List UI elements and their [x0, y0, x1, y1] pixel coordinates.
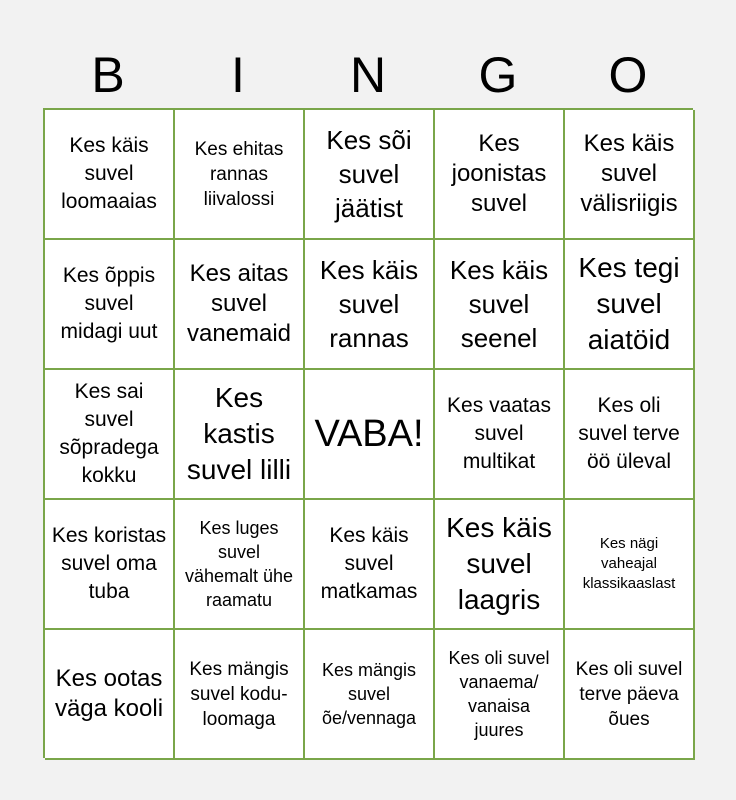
bingo-header: [43, 42, 693, 108]
bingo-cell-r2c4[interactable]: [435, 240, 565, 370]
free-space-label: VABA!: [314, 413, 424, 455]
bingo-cell-r3c1[interactable]: [45, 370, 175, 500]
cell-text: Kes ootas väga kooli: [54, 665, 164, 722]
cell-text: Kes sõi suvel jäätist: [326, 125, 412, 223]
bingo-cell-r4c3[interactable]: [305, 500, 435, 630]
cell-text: Kes ehitas rannas liivalossi: [194, 138, 284, 210]
cell-text: Kes mängis suvel õe/vennaga: [321, 660, 417, 728]
bingo-cell-r5c2[interactable]: [175, 630, 305, 760]
cell-text: Kes õppis suvel midagi uut: [60, 264, 158, 343]
cell-text: Kes sai suvel sõpradega kokku: [59, 380, 159, 487]
header-letter-b: B: [91, 47, 125, 103]
cell-text: Kes tegi suvel aiatöid: [578, 252, 680, 355]
bingo-cell-r4c1[interactable]: [45, 500, 175, 630]
header-letter-g: G: [478, 47, 518, 103]
cell-text: Kes mängis suvel kodu-loomaga: [189, 658, 289, 730]
bingo-cell-r2c3[interactable]: [305, 240, 435, 370]
header-letter-o: O: [608, 47, 648, 103]
bingo-cell-r3c5[interactable]: [565, 370, 695, 500]
bingo-cell-r2c5[interactable]: [565, 240, 695, 370]
header-letter-n: N: [349, 47, 387, 103]
cell-text: Kes nägi vaheajal klassikaaslast: [582, 535, 676, 592]
bingo-cell-r3c2[interactable]: [175, 370, 305, 500]
header-letter-i: I: [231, 47, 245, 103]
bingo-cell-r1c3[interactable]: [305, 110, 435, 240]
cell-text: Kes aitas suvel vanemaid: [186, 260, 292, 347]
cell-text: Kes joonistas suvel: [451, 130, 547, 217]
bingo-cell-r3c3-free[interactable]: [305, 370, 435, 500]
cell-text: Kes koristas suvel oma tuba: [51, 524, 167, 603]
cell-text: Kes luges suvel vähemalt ühe raamatu: [184, 518, 294, 610]
cell-text: Kes käis suvel seenel: [449, 255, 549, 353]
bingo-cell-r1c1[interactable]: [45, 110, 175, 240]
bingo-cell-r4c4[interactable]: [435, 500, 565, 630]
bingo-cell-r5c3[interactable]: [305, 630, 435, 760]
bingo-cell-r2c2[interactable]: [175, 240, 305, 370]
cell-text: Kes vaatas suvel multikat: [447, 394, 551, 473]
bingo-cell-r1c5[interactable]: [565, 110, 695, 240]
bingo-cell-r4c2[interactable]: [175, 500, 305, 630]
bingo-cell-r1c4[interactable]: [435, 110, 565, 240]
cell-text: Kes oli suvel terve öö üleval: [578, 394, 680, 473]
bingo-cell-r5c4[interactable]: [435, 630, 565, 760]
cell-text: Kes käis suvel matkamas: [320, 524, 418, 603]
cell-text: Kes kastis suvel lilli: [186, 382, 292, 485]
cell-text: Kes käis suvel rannas: [319, 255, 419, 353]
cell-text: Kes oli suvel vanaema/ vanaisa juures: [448, 648, 550, 740]
cell-text: Kes oli suvel terve päeva õues: [575, 658, 683, 730]
bingo-cell-r3c4[interactable]: [435, 370, 565, 500]
bingo-cell-r5c5[interactable]: [565, 630, 695, 760]
bingo-cell-r5c1[interactable]: [45, 630, 175, 760]
bingo-cell-r4c5[interactable]: [565, 500, 695, 630]
bingo-grid: [43, 108, 693, 758]
cell-text: Kes käis suvel laagris: [446, 512, 552, 615]
bingo-cell-r1c2[interactable]: [175, 110, 305, 240]
bingo-cell-r2c1[interactable]: [45, 240, 175, 370]
cell-text: Kes käis suvel loomaaias: [61, 134, 157, 213]
cell-text: Kes käis suvel välisriigis: [580, 130, 678, 217]
